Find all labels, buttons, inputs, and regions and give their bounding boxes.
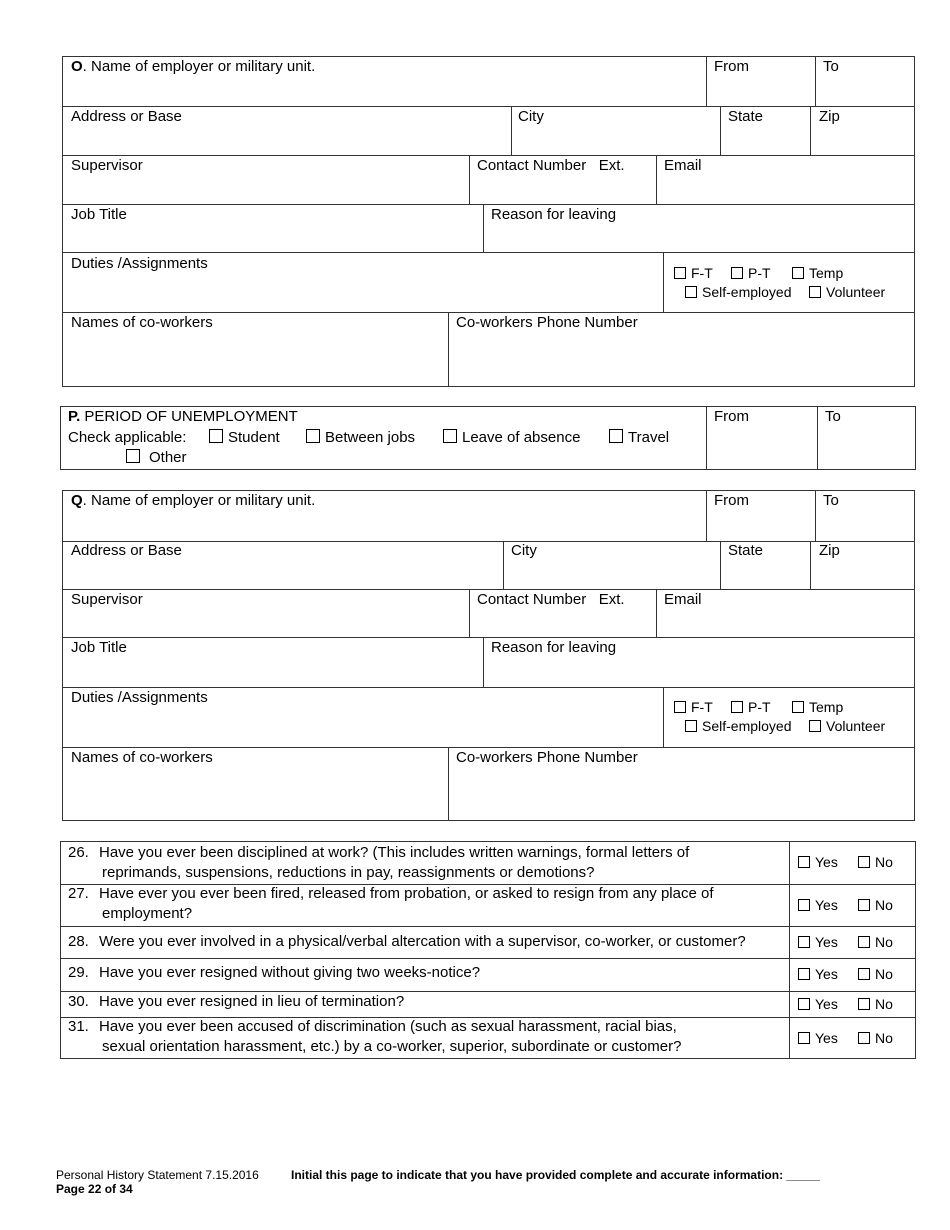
checkbox[interactable]: [798, 998, 810, 1010]
question-number: 27.: [68, 885, 89, 902]
section-o-address-label: Address or Base: [71, 108, 182, 125]
footer-initial-text: Initial this page to indicate that you have provided complete and accurate information: _____: [291, 1168, 820, 1182]
section-q-divider: [815, 490, 816, 541]
checkbox[interactable]: [798, 856, 810, 868]
checkbox[interactable]: [858, 968, 870, 980]
section-o-job-title-label: Job Title: [71, 206, 127, 223]
question-text: Have ever you ever been fired, released from probation, or asked to resign from any place of: [99, 885, 714, 902]
section-q-to-label: To: [823, 492, 839, 509]
section-q-employer-label: Q. Name of employer or military unit.: [71, 492, 316, 509]
section-q-state-label: State: [728, 542, 764, 559]
section-q-divider: [656, 589, 657, 637]
q28-yes-option[interactable]: Yes: [798, 934, 838, 950]
question-number: 31.: [68, 1018, 89, 1035]
checkbox[interactable]: [798, 899, 810, 911]
section-o-city-label: City: [518, 108, 544, 125]
checkbox[interactable]: [731, 267, 743, 279]
section-o-rule: [62, 252, 915, 253]
q28-no-option[interactable]: No: [858, 934, 893, 950]
q30-yes-option[interactable]: Yes: [798, 996, 838, 1012]
section-o-temp-option[interactable]: Temp: [792, 265, 843, 281]
section-o-rule: [62, 106, 915, 107]
section-q-reason-label: Reason for leaving: [491, 639, 617, 656]
section-p-leave-option[interactable]: Leave of absence: [443, 429, 580, 447]
section-q-rule: [62, 747, 915, 748]
section-o-volunteer-option[interactable]: Volunteer: [809, 284, 885, 300]
checkbox[interactable]: [798, 1032, 810, 1044]
checkbox[interactable]: [809, 286, 821, 298]
section-p-from-label: From: [714, 408, 749, 425]
q29-no-option[interactable]: No: [858, 966, 893, 982]
q31-no-option[interactable]: No: [858, 1030, 893, 1046]
checkbox[interactable]: [809, 720, 821, 732]
section-o-ft-option[interactable]: F-T: [674, 265, 713, 281]
q31-yes-option[interactable]: Yes: [798, 1030, 838, 1046]
section-o-state-label: State: [728, 108, 764, 125]
checkbox[interactable]: [858, 936, 870, 948]
section-q-contact-label: Contact Number Ext.: [477, 591, 625, 608]
section-q-divider: [483, 637, 484, 687]
question-number: 26.: [68, 844, 89, 861]
question-26: [68, 843, 783, 883]
question-text: Have you ever resigned without giving two weeks-notice?: [99, 964, 481, 981]
section-q-job-title-label: Job Title: [71, 639, 127, 656]
checkbox[interactable]: [126, 449, 140, 463]
q26-yes-option[interactable]: Yes: [798, 854, 838, 870]
section-p-check-label: Check applicable:: [68, 429, 187, 446]
section-o-divider: [720, 106, 721, 155]
checkbox[interactable]: [731, 701, 743, 713]
section-o-supervisor-label: Supervisor: [71, 157, 143, 174]
section-q-self-employed-option[interactable]: Self-employed: [685, 718, 792, 734]
checkbox[interactable]: [858, 998, 870, 1010]
question-28: [68, 932, 783, 952]
section-o-divider: [511, 106, 512, 155]
q27-yes-option[interactable]: Yes: [798, 897, 838, 913]
section-q-divider: [448, 747, 449, 821]
checkbox[interactable]: [609, 429, 623, 443]
question-text: Were you ever involved in a physical/verbal altercation with a supervisor, co-worker, or customer?: [99, 933, 746, 950]
question-text: sexual orientation harassment, etc.) by a co-worker, superior, subordinate or customer?: [102, 1038, 682, 1055]
question-29: [68, 963, 783, 983]
section-o-zip-label: Zip: [819, 108, 840, 125]
section-q-rule: [62, 637, 915, 638]
section-p-divider: [817, 406, 818, 470]
section-q-from-label: From: [714, 492, 749, 509]
section-o-reason-label: Reason for leaving: [491, 206, 617, 223]
questions-rule: [60, 926, 916, 927]
section-o-divider: [706, 56, 707, 106]
section-o-rule: [62, 155, 915, 156]
checkbox[interactable]: [792, 701, 804, 713]
q30-no-option[interactable]: No: [858, 996, 893, 1012]
section-q-rule: [62, 687, 915, 688]
section-p-title: P. PERIOD OF UNEMPLOYMENT: [68, 408, 298, 425]
q27-no-option[interactable]: No: [858, 897, 893, 913]
checkbox[interactable]: [858, 856, 870, 868]
section-o-contact-label: Contact Number Ext.: [477, 157, 625, 174]
question-text: Have you ever been accused of discrimination (such as sexual harassment, racial bias,: [99, 1018, 677, 1035]
section-q-supervisor-label: Supervisor: [71, 591, 143, 608]
section-q-divider: [469, 589, 470, 637]
checkbox[interactable]: [209, 429, 223, 443]
checkbox[interactable]: [685, 720, 697, 732]
section-o-divider: [448, 312, 449, 387]
checkbox[interactable]: [798, 936, 810, 948]
section-q-divider: [503, 541, 504, 589]
section-p-student-option[interactable]: Student: [209, 429, 280, 447]
section-o-divider: [815, 56, 816, 106]
checkbox[interactable]: [798, 968, 810, 980]
section-q-duties-label: Duties /Assignments: [71, 689, 208, 706]
section-o-employer-label: O. Name of employer or military unit.: [71, 58, 316, 75]
section-p-divider: [706, 406, 707, 470]
section-o-duties-label: Duties /Assignments: [71, 255, 208, 272]
question-number: 30.: [68, 993, 89, 1010]
section-o-from-label: From: [714, 58, 749, 75]
question-text: reprimands, suspensions, reductions in pay, reassignments or demotions?: [102, 864, 595, 881]
checkbox[interactable]: [858, 1032, 870, 1044]
section-q-divider: [720, 541, 721, 589]
section-q-pt-option[interactable]: P-T: [731, 699, 771, 715]
section-q-rule: [62, 589, 915, 590]
section-q-ft-option[interactable]: F-T: [674, 699, 713, 715]
question-number: 29.: [68, 964, 89, 981]
section-q-coworkers-phone-label: Co-workers Phone Number: [456, 749, 638, 766]
section-q-volunteer-option[interactable]: Volunteer: [809, 718, 885, 734]
checkbox[interactable]: [685, 286, 697, 298]
section-p-to-label: To: [825, 408, 841, 425]
q26-no-option[interactable]: No: [858, 854, 893, 870]
section-q-divider: [810, 541, 811, 589]
question-text: employment?: [102, 905, 193, 922]
section-o-pt-option[interactable]: P-T: [731, 265, 771, 281]
section-q-divider: [663, 687, 664, 747]
question-30: [68, 992, 783, 1012]
section-o-to-label: To: [823, 58, 839, 75]
section-o-rule: [62, 312, 915, 313]
question-27: [68, 884, 783, 924]
section-o-divider: [469, 155, 470, 204]
footer-page-number: Page 22 of 34: [56, 1182, 133, 1196]
checkbox[interactable]: [674, 267, 686, 279]
section-o-coworkers-label: Names of co-workers: [71, 314, 213, 331]
section-o-coworkers-phone-label: Co-workers Phone Number: [456, 314, 638, 331]
section-p-travel-option[interactable]: Travel: [609, 429, 669, 447]
section-q-email-label: Email: [664, 591, 702, 608]
checkbox[interactable]: [443, 429, 457, 443]
section-o-rule: [62, 204, 915, 205]
section-q-coworkers-label: Names of co-workers: [71, 749, 213, 766]
section-q-divider: [706, 490, 707, 541]
checkbox[interactable]: [792, 267, 804, 279]
question-text: Have you ever been disciplined at work? (This includes written warnings, formal letters of: [99, 844, 690, 861]
question-number: 28.: [68, 933, 89, 950]
questions-divider: [789, 841, 790, 1059]
section-p-between-jobs-option[interactable]: Between jobs: [306, 429, 415, 447]
section-o-divider: [810, 106, 811, 155]
section-q-address-label: Address or Base: [71, 542, 182, 559]
q29-yes-option[interactable]: Yes: [798, 966, 838, 982]
checkbox[interactable]: [858, 899, 870, 911]
section-o-email-label: Email: [664, 157, 702, 174]
checkbox[interactable]: [306, 429, 320, 443]
section-q-box: [62, 490, 915, 821]
section-o-self-employed-option[interactable]: Self-employed: [685, 284, 792, 300]
section-o-divider: [663, 252, 664, 312]
checkbox[interactable]: [674, 701, 686, 713]
section-p-other-option[interactable]: Other: [126, 449, 187, 467]
section-o-divider: [483, 204, 484, 252]
section-q-temp-option[interactable]: Temp: [792, 699, 843, 715]
questions-rule: [60, 958, 916, 959]
footer-doc-name: Personal History Statement 7.15.2016: [56, 1168, 259, 1182]
section-o-divider: [656, 155, 657, 204]
section-q-city-label: City: [511, 542, 537, 559]
section-q-zip-label: Zip: [819, 542, 840, 559]
section-q-rule: [62, 541, 915, 542]
question-text: Have you ever resigned in lieu of termination?: [99, 993, 405, 1010]
question-31: [68, 1017, 783, 1057]
